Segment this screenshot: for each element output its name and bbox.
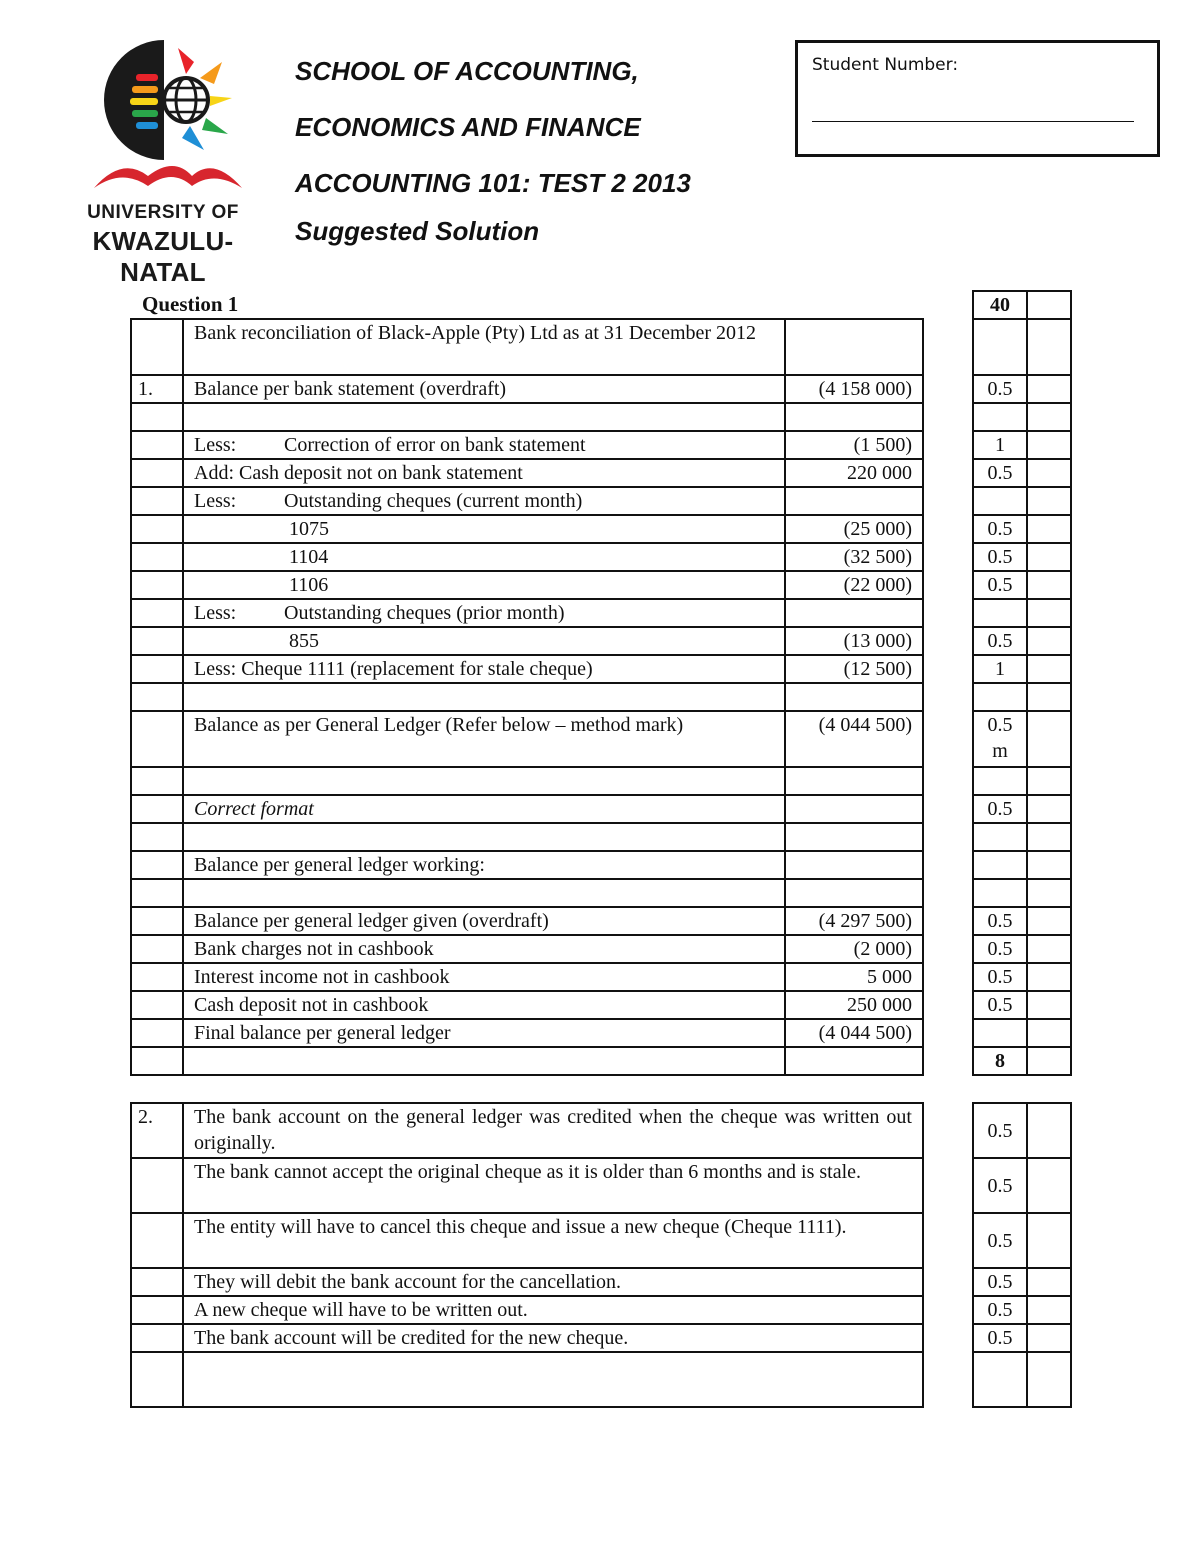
row-description <box>183 1047 785 1075</box>
explanation-text: The bank account on the general ledger was credited when the cheque was written out originally. <box>183 1103 923 1158</box>
row-description <box>183 1019 785 1047</box>
mark-value: 0.5 <box>987 546 1013 568</box>
row-number <box>131 1158 183 1213</box>
amount-cell: (32 500) <box>785 543 923 571</box>
row-description <box>183 627 785 655</box>
marks-row <box>973 1019 1071 1047</box>
amount-cell <box>785 319 923 375</box>
row-number <box>131 711 183 767</box>
row-description <box>183 823 785 851</box>
marks-blank <box>1027 1213 1071 1268</box>
mark-value: 0.5 <box>987 630 1013 652</box>
row-number <box>131 571 183 599</box>
marks-row <box>973 375 1071 403</box>
marks-row <box>973 1268 1071 1296</box>
marks-blank <box>1027 1047 1071 1075</box>
marks-row <box>973 1103 1071 1158</box>
table-row <box>131 1019 923 1047</box>
marks-blank <box>1027 655 1071 683</box>
marks-cell: 0.5 <box>973 1296 1027 1324</box>
row-description <box>183 991 785 1019</box>
explanation-text: They will debit the bank account for the cancellation. <box>183 1268 923 1296</box>
mark-value: 0.5 <box>987 518 1013 540</box>
row-number <box>131 487 183 515</box>
row-number <box>131 655 183 683</box>
table-row <box>131 571 923 599</box>
marks-table-2 <box>972 1102 1072 1408</box>
marks-row <box>973 823 1071 851</box>
table-row <box>131 431 923 459</box>
row-prefix: Less: <box>194 434 237 456</box>
marks-blank <box>1027 291 1071 319</box>
row-number <box>131 319 183 375</box>
marks-blank <box>1027 571 1071 599</box>
amount-cell <box>785 795 923 823</box>
table-row <box>131 823 923 851</box>
table-row <box>131 795 923 823</box>
marks-blank <box>1027 1268 1071 1296</box>
table-row <box>131 1352 923 1407</box>
row-description <box>183 935 785 963</box>
marks-blank <box>1027 795 1071 823</box>
row-number <box>131 991 183 1019</box>
marks-row <box>973 655 1071 683</box>
marks-cell: 0.5 <box>973 1213 1027 1268</box>
marks-cell <box>973 683 1027 711</box>
row-number <box>131 683 183 711</box>
table-row <box>131 767 923 795</box>
marks-cell <box>973 795 1027 823</box>
table-row <box>131 1268 923 1296</box>
amount-cell: (12 500) <box>785 655 923 683</box>
amount-cell: 220 000 <box>785 459 923 487</box>
university-logo <box>52 38 274 287</box>
amount-cell <box>785 851 923 879</box>
amount-cell: (4 044 500) <box>785 1019 923 1047</box>
amount-cell <box>785 487 923 515</box>
row-description <box>183 515 785 543</box>
amount-cell <box>785 767 923 795</box>
table-row <box>131 963 923 991</box>
mark-value: 1 <box>995 658 1005 680</box>
explanation-text: The bank cannot accept the original cheque as it is older than 6 months and is stale. <box>183 1158 923 1213</box>
marks-blank <box>1027 879 1071 907</box>
marks-cell <box>973 711 1027 767</box>
row-number <box>131 823 183 851</box>
row-prefix: Less: <box>194 490 237 512</box>
row-number <box>131 1352 183 1407</box>
row-text: Balance per general ledger working: <box>194 854 485 876</box>
row-description <box>183 403 785 431</box>
marks-blank <box>1027 487 1071 515</box>
marks-row <box>973 879 1071 907</box>
row-number <box>131 1324 183 1352</box>
marks-cell <box>973 459 1027 487</box>
amount-cell <box>785 879 923 907</box>
marks-cell <box>973 879 1027 907</box>
marks-row <box>973 599 1071 627</box>
row-text: Balance as per General Ledger (Refer below – method mark) <box>194 714 684 736</box>
row-number <box>131 431 183 459</box>
table-row <box>131 319 923 375</box>
amount-cell: (22 000) <box>785 571 923 599</box>
row-number <box>131 907 183 935</box>
marks-blank <box>1027 515 1071 543</box>
marks-cell: 0.5 <box>973 1103 1027 1158</box>
marks-blank <box>1027 683 1071 711</box>
table-row <box>131 655 923 683</box>
marks-blank <box>1027 543 1071 571</box>
row-number <box>131 515 183 543</box>
marks-row <box>973 1047 1071 1075</box>
explanation-text: The bank account will be credited for the new cheque. <box>183 1324 923 1352</box>
mark-value: 1 <box>995 434 1005 456</box>
table-row <box>131 515 923 543</box>
amount-cell: (4 044 500) <box>785 711 923 767</box>
reconciliation-title: Bank reconciliation of Black-Apple (Pty) Ltd as at 31 December 2012 <box>183 319 785 375</box>
marks-row <box>973 1296 1071 1324</box>
amount-cell: (4 297 500) <box>785 907 923 935</box>
row-text: Interest income not in cashbook <box>194 966 450 988</box>
marks-cell <box>973 1047 1027 1075</box>
table-row <box>131 1324 923 1352</box>
row-text: Less: Cheque 1111 (replacement for stale cheque) <box>194 658 593 680</box>
marks-blank <box>1027 1352 1071 1407</box>
marks-cell <box>973 543 1027 571</box>
logo-line-2: KWAZULU-NATAL <box>92 226 234 287</box>
row-text: Add: Cash deposit not on bank statement <box>194 462 523 484</box>
row-number <box>131 459 183 487</box>
table-row <box>131 907 923 935</box>
marks-row <box>973 431 1071 459</box>
amount-cell: (2 000) <box>785 935 923 963</box>
marks-cell <box>973 599 1027 627</box>
row-text: Outstanding cheques (prior month) <box>284 602 565 624</box>
table-row <box>131 1047 923 1075</box>
question-label: Question 1 <box>142 292 239 316</box>
row-number <box>131 543 183 571</box>
marks-cell <box>973 487 1027 515</box>
marks-cell <box>973 907 1027 935</box>
amount-cell <box>785 1047 923 1075</box>
table-row <box>131 487 923 515</box>
logo-text <box>52 202 274 288</box>
mark-value: 0.5 <box>987 938 1013 960</box>
marks-blank <box>1027 823 1071 851</box>
table-row <box>131 991 923 1019</box>
marks-cell: 0.5 <box>973 1158 1027 1213</box>
marks-row <box>973 767 1071 795</box>
marks-row <box>973 403 1071 431</box>
marks-blank <box>1027 711 1071 767</box>
table-row <box>131 1158 923 1213</box>
marks-blank <box>1027 991 1071 1019</box>
table-row <box>131 543 923 571</box>
row-number <box>131 1268 183 1296</box>
marks-table-1 <box>972 290 1072 1076</box>
row-description <box>183 795 785 823</box>
mark-value: 0.5 <box>987 714 1013 736</box>
marks-blank <box>1027 963 1071 991</box>
row-description <box>183 711 785 767</box>
row-description <box>183 459 785 487</box>
marks-blank <box>1027 459 1071 487</box>
amount-cell: (1 500) <box>785 431 923 459</box>
marks-cell <box>973 963 1027 991</box>
marks-cell <box>973 823 1027 851</box>
school-title-line-2: ECONOMICS AND FINANCE <box>295 112 641 142</box>
marks-cell <box>973 431 1027 459</box>
row-number: 2. <box>131 1103 183 1158</box>
marks-row <box>973 795 1071 823</box>
marks-cell <box>973 1019 1027 1047</box>
marks-cell <box>973 403 1027 431</box>
marks-blank <box>1027 1103 1071 1158</box>
marks-blank <box>1027 1296 1071 1324</box>
student-number-box <box>795 40 1160 157</box>
marks-blank <box>1027 1158 1071 1213</box>
row-text: Balance per general ledger given (overdraft) <box>194 910 549 932</box>
table-row <box>131 879 923 907</box>
mark-value: 0.5 <box>987 378 1013 400</box>
marks-row <box>973 1158 1071 1213</box>
row-number <box>131 851 183 879</box>
mark-value: 0.5 <box>987 574 1013 596</box>
explanation-text: The entity will have to cancel this cheque and issue a new cheque (Cheque 1111). <box>183 1213 923 1268</box>
student-number-field[interactable] <box>812 121 1134 122</box>
marks-cell <box>973 991 1027 1019</box>
student-number-label: Student Number: <box>812 55 959 75</box>
row-number <box>131 963 183 991</box>
marks-row <box>973 935 1071 963</box>
row-description <box>183 543 785 571</box>
table-row <box>131 459 923 487</box>
row-description <box>183 571 785 599</box>
row-description <box>183 683 785 711</box>
mark-value: 0.5 <box>987 910 1013 932</box>
marks-row <box>973 963 1071 991</box>
cheque-number: 1075 <box>289 518 329 540</box>
row-number <box>131 1047 183 1075</box>
table-row <box>131 627 923 655</box>
cheque-number: 1104 <box>289 546 329 568</box>
marks-row <box>973 851 1071 879</box>
row-text: Correction of error on bank statement <box>284 434 586 456</box>
marks-cell <box>973 515 1027 543</box>
amount-cell: (4 158 000) <box>785 375 923 403</box>
marks-blank <box>1027 1324 1071 1352</box>
row-number: 1. <box>131 375 183 403</box>
marks-cell <box>973 571 1027 599</box>
table-row <box>131 683 923 711</box>
marks-cell: 0.5 <box>973 1324 1027 1352</box>
row-prefix: Less: <box>194 602 237 624</box>
method-mark: m <box>992 740 1008 762</box>
cheque-number: 1106 <box>289 574 329 596</box>
marks-row <box>973 1213 1071 1268</box>
marks-blank <box>1027 767 1071 795</box>
row-description <box>183 907 785 935</box>
test-title: ACCOUNTING 101: TEST 2 2013 <box>295 168 691 198</box>
logo-line-1: UNIVERSITY OF <box>87 202 239 223</box>
marks-cell <box>973 935 1027 963</box>
marks-row <box>973 571 1071 599</box>
marks-row <box>973 459 1071 487</box>
mark-value: 0.5 <box>987 994 1013 1016</box>
row-description <box>183 963 785 991</box>
row-number <box>131 1213 183 1268</box>
mark-value: 8 <box>995 1050 1005 1072</box>
table-row <box>131 711 923 767</box>
table-row <box>131 1213 923 1268</box>
table-row <box>131 403 923 431</box>
marks-cell <box>973 655 1027 683</box>
marks-blank <box>1027 851 1071 879</box>
row-description <box>183 851 785 879</box>
marks-blank <box>1027 431 1071 459</box>
row-number <box>131 767 183 795</box>
row-number <box>131 935 183 963</box>
row-description <box>183 599 785 627</box>
amount-cell <box>785 599 923 627</box>
row-description <box>183 375 785 403</box>
marks-cell <box>973 627 1027 655</box>
table-row <box>131 599 923 627</box>
row-number <box>131 599 183 627</box>
explanation-table <box>130 1102 924 1408</box>
row-number <box>131 403 183 431</box>
marks-cell <box>973 851 1027 879</box>
row-number <box>131 795 183 823</box>
marks-row <box>973 1352 1071 1407</box>
school-title-line-1: SCHOOL OF ACCOUNTING, <box>295 56 639 86</box>
amount-cell <box>785 823 923 851</box>
marks-row <box>973 627 1071 655</box>
marks-row <box>973 515 1071 543</box>
cheque-number: 855 <box>289 630 319 652</box>
row-description <box>183 879 785 907</box>
row-description <box>183 655 785 683</box>
solution-subtitle: Suggested Solution <box>295 216 540 246</box>
marks-cell <box>973 319 1027 375</box>
ukzn-emblem-icon <box>82 38 252 198</box>
marks-blank <box>1027 403 1071 431</box>
mark-value: 0.5 <box>987 798 1013 820</box>
row-description <box>183 487 785 515</box>
reconciliation-table <box>130 318 924 1076</box>
marks-row <box>973 683 1071 711</box>
marks-row <box>973 487 1071 515</box>
amount-cell: 250 000 <box>785 991 923 1019</box>
marks-row <box>973 319 1071 375</box>
table-row <box>131 375 923 403</box>
marks-row <box>973 1324 1071 1352</box>
amount-cell <box>785 683 923 711</box>
marks-cell <box>973 767 1027 795</box>
marks-blank <box>1027 375 1071 403</box>
table-row <box>131 935 923 963</box>
marks-blank <box>1027 935 1071 963</box>
marks-cell: 0.5 <box>973 1268 1027 1296</box>
row-text: Outstanding cheques (current month) <box>284 490 583 512</box>
marks-blank <box>1027 599 1071 627</box>
marks-blank <box>1027 627 1071 655</box>
row-number <box>131 1296 183 1324</box>
row-description <box>183 431 785 459</box>
row-text: Correct format <box>194 798 314 820</box>
row-text: Cash deposit not in cashbook <box>194 994 429 1016</box>
row-number <box>131 879 183 907</box>
amount-cell <box>785 403 923 431</box>
row-description <box>183 767 785 795</box>
mark-value: 0.5 <box>987 462 1013 484</box>
marks-row <box>973 907 1071 935</box>
marks-row <box>973 711 1071 767</box>
marks-blank <box>1027 1019 1071 1047</box>
total-marks: 40 <box>973 291 1027 319</box>
marks-cell <box>973 375 1027 403</box>
marks-blank <box>1027 907 1071 935</box>
mark-value: 0.5 <box>987 966 1013 988</box>
row-text: Final balance per general ledger <box>194 1022 451 1044</box>
marks-row <box>973 991 1071 1019</box>
amount-cell: 5 000 <box>785 963 923 991</box>
amount-cell: (25 000) <box>785 515 923 543</box>
marks-row <box>973 543 1071 571</box>
table-row <box>131 1296 923 1324</box>
table-row <box>131 1103 923 1158</box>
row-text: Bank charges not in cashbook <box>194 938 434 960</box>
row-number <box>131 627 183 655</box>
table-row <box>131 851 923 879</box>
marks-blank <box>1027 319 1071 375</box>
explanation-text <box>183 1352 923 1407</box>
row-text: Balance per bank statement (overdraft) <box>194 378 507 400</box>
marks-cell <box>973 1352 1027 1407</box>
marks-row <box>973 291 1071 319</box>
row-number <box>131 1019 183 1047</box>
explanation-text: A new cheque will have to be written out. <box>183 1296 923 1324</box>
amount-cell: (13 000) <box>785 627 923 655</box>
